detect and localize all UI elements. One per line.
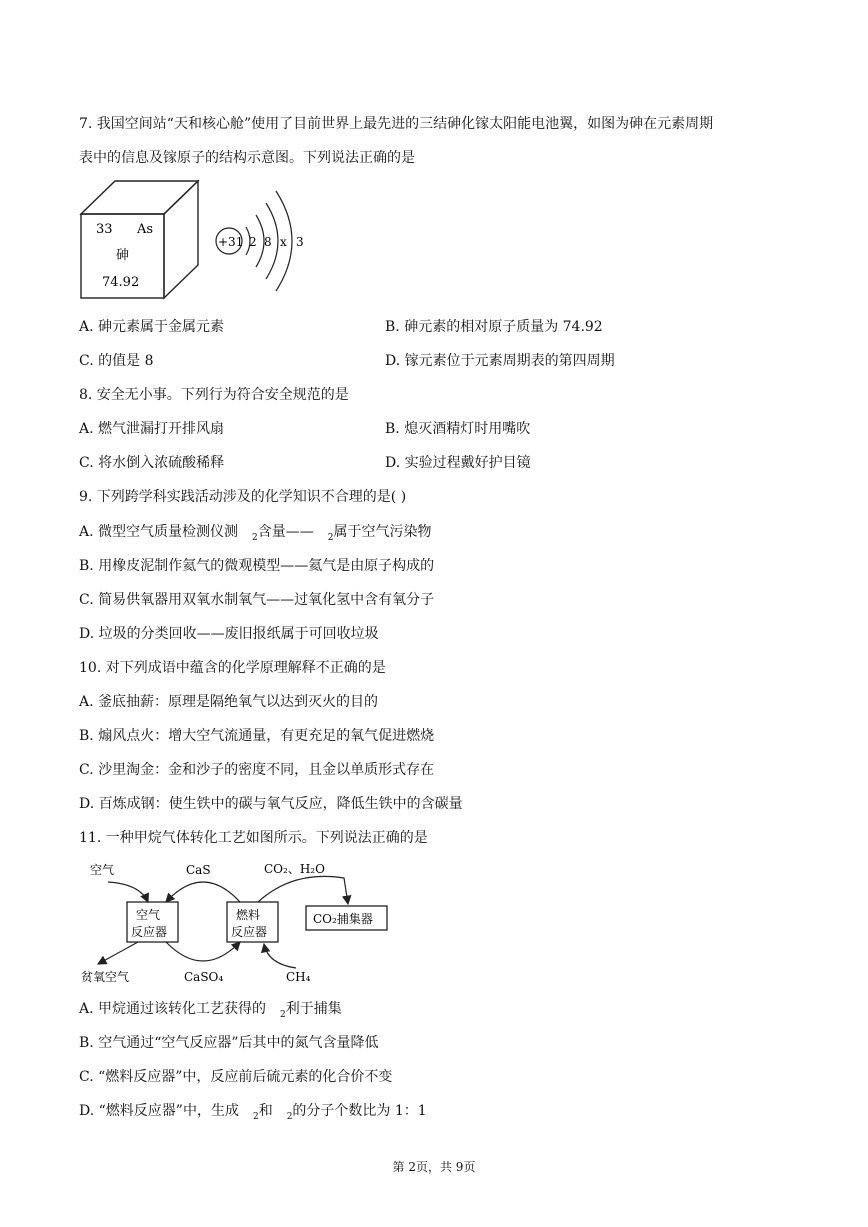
- q8-option-d: D. 实验过程戴好护目镜: [385, 455, 531, 471]
- q10-option-d: D. 百炼成钢：使生铁中的碳与氧气反应，降低生铁中的含碳量: [79, 796, 463, 812]
- q11-d-text2: 的分子个数比为 1：1: [292, 1103, 427, 1119]
- element-mass: 74.92: [102, 275, 140, 290]
- air-in-label: 空气: [90, 863, 115, 877]
- shell-1: 2: [249, 235, 257, 249]
- cas-label: CaS: [186, 863, 211, 877]
- atom-diagram: [216, 191, 304, 291]
- element-name: 砷: [116, 248, 130, 263]
- q11-option-b: B. 空气通过“空气反应器”后其中的氮气含量降低: [79, 1035, 379, 1051]
- q11-flow-diagram: [78, 856, 398, 988]
- q9-a-text2: 含量——: [257, 524, 314, 540]
- q8-option-c: C. 将水倒入浓硫酸稀释: [79, 455, 225, 471]
- page-footer: 第 2页，共 9页: [392, 1160, 476, 1174]
- q9-option-c: C. 简易供氧器用双氧水制氧气——过氧化氢中含有氧分子: [79, 592, 435, 608]
- shell-3: x: [280, 235, 287, 249]
- q7-option-b: B. 砷元素的相对原子质量为 74.92: [385, 319, 603, 335]
- fuel-reactor-label-1: 燃料: [236, 908, 261, 922]
- q11-option-c: C. “燃料反应器”中，反应前后硫元素的化合价不变: [79, 1069, 393, 1085]
- q10-option-b: B. 煽风点火：增大空气流通量，有更充足的氧气促进燃烧: [79, 728, 435, 744]
- q11-stem: 11. 一种甲烷气体转化工艺如图所示。下列说法正确的是: [79, 830, 428, 846]
- q11-option-a: [79, 999, 342, 1021]
- q8-stem: 8. 安全无小事。下列行为符合安全规范的是: [79, 387, 349, 403]
- depleted-air-label: 贫氧空气: [81, 970, 130, 984]
- shell-2: 8: [264, 235, 272, 249]
- ch4-label: CH₄: [286, 970, 311, 984]
- q9-option-b: B. 用橡皮泥制作氦气的微观模型——氦气是由原子构成的: [79, 558, 435, 574]
- q11-a-text2: 利于捕集: [285, 1001, 342, 1017]
- q11-d-mid: 和: [258, 1103, 273, 1119]
- element-number: 33: [96, 222, 113, 237]
- q9-option-a: [79, 522, 431, 544]
- element-symbol: As: [137, 222, 154, 237]
- air-reactor-label-1: 空气: [136, 908, 161, 922]
- q7-option-a: A. 砷元素属于金属元素: [79, 319, 225, 335]
- q9-a-sub2: 2: [327, 533, 334, 543]
- q9-a-text1: A. 微型空气质量检测仪测: [79, 524, 239, 540]
- q11-d-sub1: 2: [252, 1112, 259, 1122]
- q10-option-a: A. 釜底抽薪：原理是隔绝氧气以达到灭火的目的: [79, 694, 379, 710]
- element-card: [81, 181, 198, 298]
- q7-stem-line2: 表中的信息及镓原子的结构示意图。下列说法正确的是: [79, 150, 415, 166]
- fuel-reactor-label-2: 反应器: [231, 925, 268, 939]
- caso4-label: CaSO₄: [184, 970, 224, 984]
- q7-option-d: D. 镓元素位于元素周期表的第四周期: [385, 353, 615, 369]
- q11-a-text1: A. 甲烷通过该转化工艺获得的: [79, 1001, 267, 1017]
- q11-option-d: [79, 1101, 427, 1123]
- q11-a-sub: 2: [280, 1010, 286, 1020]
- nucleus-charge: +31: [218, 235, 244, 249]
- capture-label: CO₂捕集器: [313, 912, 373, 926]
- q8-option-b: B. 熄灭酒精灯时用嘴吹: [385, 421, 531, 437]
- q9-stem: 9. 下列跨学科实践活动涉及的化学知识不合理的是( ): [79, 489, 407, 505]
- q7-figure: [78, 177, 318, 303]
- q9-option-d: D. 垃圾的分类回收——废旧报纸属于可回收垃圾: [79, 626, 379, 642]
- q11-d-text1: D. “燃料反应器”中，生成: [79, 1103, 239, 1119]
- air-reactor-label-2: 反应器: [131, 925, 168, 939]
- products-label: CO₂、H₂O: [264, 862, 325, 876]
- q10-stem: 10. 对下列成语中蕴含的化学原理解释不正确的是: [79, 660, 386, 676]
- shell-4: 3: [296, 235, 304, 249]
- q10-option-c: C. 沙里淘金：金和沙子的密度不同，且金以单质形式存在: [79, 762, 435, 778]
- q9-a-text3: 属于空气污染物: [333, 524, 432, 540]
- q7-option-c: C. 的值是 8: [79, 353, 154, 369]
- q7-stem-line1: 7. 我国空间站“天和核心舱”使用了目前世界上最先进的三结砷化镓太阳能电池翼，如图为砷在元素周期: [79, 116, 714, 132]
- q9-a-sub1: 2: [252, 533, 258, 543]
- q11-d-sub2: 2: [286, 1112, 293, 1122]
- q8-option-a: A. 燃气泄漏打开排风扇: [79, 421, 225, 437]
